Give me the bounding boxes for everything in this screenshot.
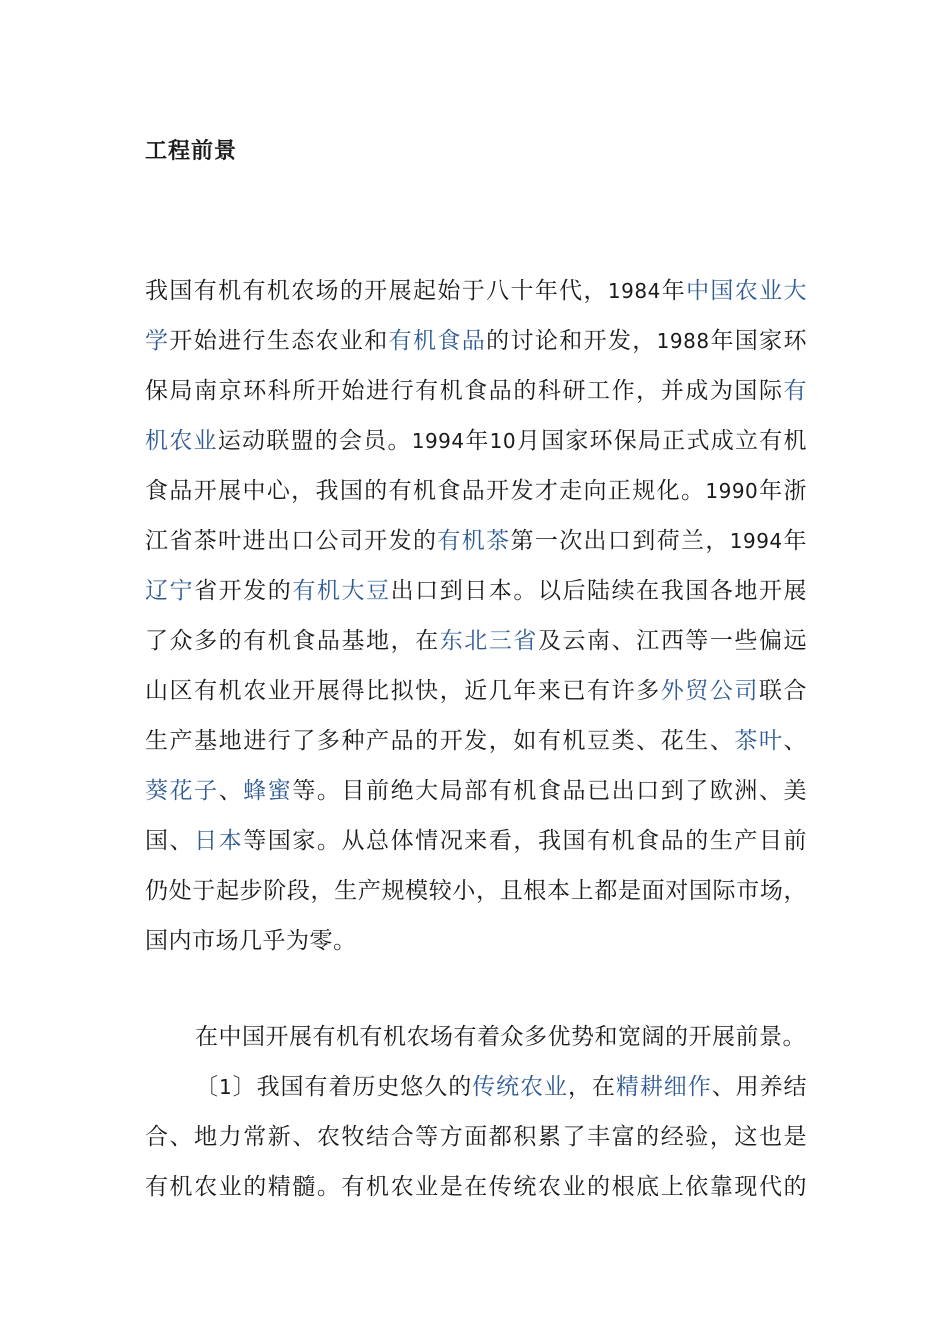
text-run: 第一次出口到荷兰， bbox=[510, 528, 730, 554]
text-run: 10 bbox=[489, 429, 517, 453]
text-run: 保局南京环科所开始进行有机食品的科研工作，并成为国际 bbox=[145, 378, 784, 404]
hyperlink[interactable]: 东北三省 bbox=[439, 628, 538, 654]
text-line bbox=[145, 1112, 807, 1162]
text-run: 1984 bbox=[607, 279, 661, 303]
hyperlink[interactable]: 蜂蜜 bbox=[243, 778, 293, 804]
text-run: 年 bbox=[464, 428, 490, 454]
text-run: ，在 bbox=[567, 1074, 616, 1100]
text-line bbox=[145, 766, 807, 816]
hyperlink[interactable]: 有 bbox=[783, 378, 807, 404]
hyperlink[interactable]: 茶叶 bbox=[734, 728, 784, 754]
text-line bbox=[145, 666, 807, 716]
text-line bbox=[145, 416, 807, 466]
text-line bbox=[145, 866, 807, 916]
paragraph-prospects bbox=[145, 1012, 807, 1212]
text-run: 1 bbox=[218, 1075, 233, 1099]
text-run: 、 bbox=[218, 778, 244, 804]
text-run: 、用养结 bbox=[711, 1074, 808, 1100]
text-line bbox=[145, 466, 807, 516]
text-run: 国内市场几乎为零。 bbox=[145, 928, 357, 954]
text-run: 有机农业的精髓。有机农业是在传统农业的根底上依靠现代的 bbox=[145, 1174, 807, 1200]
text-line bbox=[145, 366, 807, 416]
text-run: 联合 bbox=[758, 678, 808, 704]
text-run: 我国有机有机农场的开展起始于八十年代， bbox=[145, 278, 608, 304]
text-run: 月国家环保局正式成立有机 bbox=[516, 428, 808, 454]
text-line bbox=[145, 266, 807, 316]
text-line bbox=[145, 516, 807, 566]
text-run: 1988 bbox=[656, 329, 710, 353]
text-run: 在中国开展有机有机农场有着众多优势和宽阔的开展前景。 bbox=[195, 1024, 806, 1050]
text-run: 运动联盟的会员。 bbox=[217, 428, 412, 454]
text-run: 〔 bbox=[195, 1074, 219, 1100]
text-line bbox=[145, 316, 807, 366]
hyperlink[interactable]: 学 bbox=[145, 328, 170, 354]
text-run: 山区有机农业开展得比拟快，近几年来已有许多 bbox=[145, 678, 661, 704]
text-run: 〕我国有着历史悠久的 bbox=[232, 1074, 473, 1100]
text-line bbox=[145, 566, 807, 616]
hyperlink[interactable]: 辽宁 bbox=[145, 578, 195, 604]
text-run: 了众多的有机食品基地，在 bbox=[145, 628, 440, 654]
text-run: 年 bbox=[660, 278, 687, 304]
text-run: 合、地力常新、农牧结合等方面都积累了丰富的经验，这也是 bbox=[145, 1124, 807, 1150]
text-run: 1990 bbox=[705, 479, 759, 503]
hyperlink[interactable]: 葵花子 bbox=[145, 778, 219, 804]
text-run: 出口到日本。以后陆续在我国各地开展 bbox=[390, 578, 808, 604]
text-run: 的讨论和开发， bbox=[486, 328, 657, 354]
text-run: 等。目前绝大局部有机食品已出口到了欧洲、美 bbox=[292, 778, 808, 804]
text-run: 、 bbox=[783, 728, 808, 754]
section-heading: 工程前景 bbox=[145, 139, 238, 164]
text-run: 仍处于起步阶段，生产规模较小，且根本上都是面对国际市场， bbox=[145, 878, 807, 904]
text-run: 生产基地进行了多种产品的开发，如有机豆类、花生、 bbox=[145, 728, 735, 754]
text-run: 年国家环 bbox=[709, 328, 808, 354]
hyperlink[interactable]: 有机茶 bbox=[437, 528, 511, 554]
hyperlink[interactable]: 精耕细作 bbox=[615, 1074, 712, 1100]
paragraph-history bbox=[145, 266, 807, 966]
text-run: 国、 bbox=[145, 828, 195, 854]
text-run: 年 bbox=[782, 528, 808, 554]
hyperlink[interactable]: 传统农业 bbox=[472, 1074, 568, 1100]
text-run: 省开发的 bbox=[194, 578, 293, 604]
text-line bbox=[145, 716, 807, 766]
text-run: 1994 bbox=[411, 429, 465, 453]
text-line bbox=[145, 916, 807, 966]
text-run: 及云南、江西等一些偏远 bbox=[537, 628, 808, 654]
text-run: 江省茶叶进出口公司开发的 bbox=[145, 528, 438, 554]
text-line bbox=[145, 816, 807, 866]
text-run: 等国家。从总体情况来看，我国有机食品的生产目前 bbox=[243, 828, 808, 854]
text-line bbox=[145, 1162, 807, 1212]
text-run: 食品开展中心，我国的有机食品开发才走向正规化。 bbox=[145, 478, 706, 504]
text-run: 开始进行生态农业和 bbox=[169, 328, 389, 354]
hyperlink[interactable]: 机农业 bbox=[145, 428, 218, 454]
hyperlink[interactable]: 有机食品 bbox=[388, 328, 487, 354]
hyperlink[interactable]: 日本 bbox=[194, 828, 244, 854]
text-line bbox=[145, 616, 807, 666]
hyperlink[interactable]: 有机大豆 bbox=[292, 578, 391, 604]
text-line bbox=[145, 1062, 807, 1112]
text-run: 1994 bbox=[729, 529, 783, 553]
hyperlink[interactable]: 外贸公司 bbox=[660, 678, 759, 704]
text-line bbox=[145, 1012, 807, 1062]
text-run: 年浙 bbox=[758, 478, 808, 504]
hyperlink[interactable]: 中国农业大 bbox=[686, 278, 808, 304]
